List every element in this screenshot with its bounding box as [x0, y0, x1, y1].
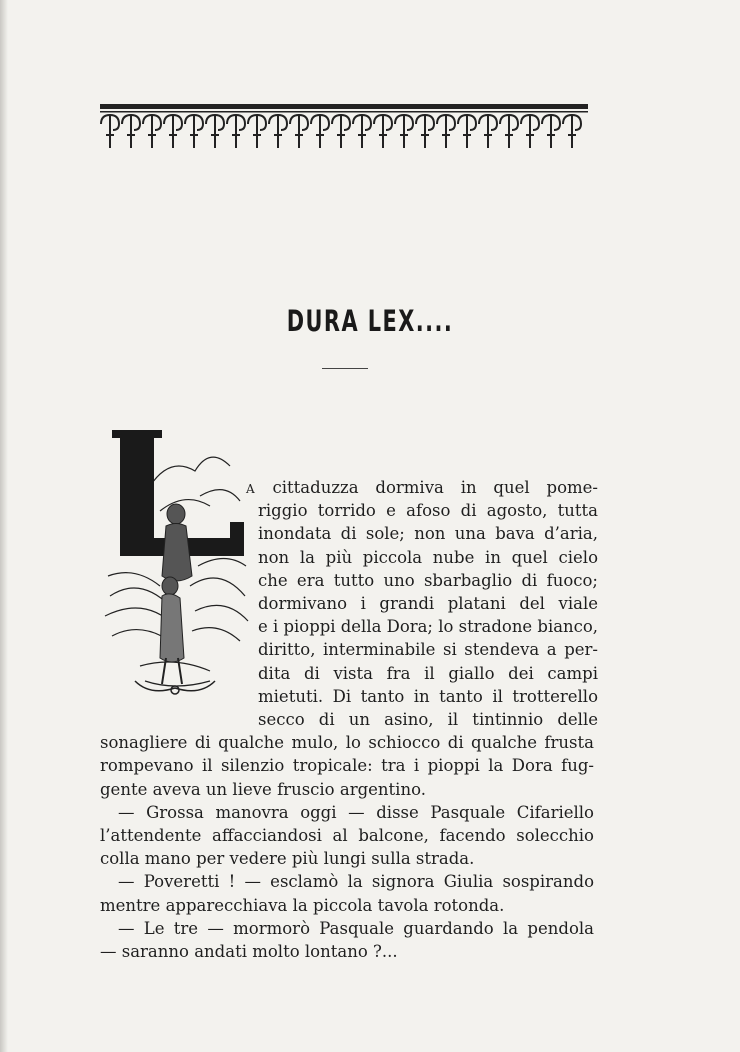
page-edge-shadow	[0, 0, 8, 1052]
ornament-motif	[521, 115, 539, 148]
text-line: — Grossa manovra oggi — disse Pasquale Cifariello	[118, 802, 594, 822]
text-line: riggio torrido e afoso di agosto, tutta	[258, 501, 598, 521]
ornament-motif	[479, 115, 497, 148]
chapter-title: DURA LEX....	[286, 304, 454, 338]
ornament-motif	[164, 115, 182, 148]
text-line: — saranno andati molto lontano ?...	[100, 942, 398, 961]
text-line: — Poveretti ! — esclamò la signora Giulia sospirando	[118, 872, 594, 892]
ornament-motif	[332, 115, 350, 148]
ornament-motif	[248, 115, 266, 148]
ornament-motif	[143, 115, 161, 148]
text-line: mentre apparecchiava la piccola tavola rotonda.	[100, 895, 505, 915]
text-line: A cittaduzza dormiva in quel pome-	[246, 478, 598, 497]
ornament-motif	[101, 115, 119, 148]
text-line: l’attendente affacciandosi al balcone, facendo solecchio	[100, 826, 594, 845]
text-line: diritto, interminabile si stendeva a per-	[258, 640, 598, 660]
text-line: che era tutto uno sbarbaglio di fuoco;	[258, 570, 598, 590]
text-line: — Le tre — mormorò Pasquale guardando la pendola	[118, 918, 594, 938]
ornament-motif	[416, 115, 434, 148]
text-line: sonagliere di qualche mulo, lo schiocco di qualche frusta	[100, 733, 594, 753]
drop-cap-figures	[160, 504, 192, 684]
ornament-motif	[563, 115, 581, 148]
ornament-motif	[458, 115, 476, 148]
text-line: inondata di sole; non una bava d’aria,	[258, 524, 598, 544]
text-line: gente aveva un lieve fruscio argentino.	[100, 779, 426, 799]
ornament-motif	[185, 115, 203, 148]
text-line: secco di un asino, il tintinnio delle	[258, 710, 598, 729]
text-line: rompevano il silenzio tropicale: tra i pioppi la Dora fug-	[100, 756, 594, 776]
text-line: mietuti. Di tanto in tanto il trotterello	[258, 686, 598, 706]
ornament-motif	[374, 115, 392, 148]
text-line: colla mano per vedere più lungi sulla strada.	[100, 849, 475, 869]
ornament-motif	[122, 115, 140, 148]
illustrated-drop-cap	[100, 426, 250, 698]
ornament-motif	[206, 115, 224, 148]
ornament-motif	[353, 115, 371, 148]
ornament-motif	[227, 115, 245, 148]
ornament-motif	[395, 115, 413, 148]
title-divider-rule	[322, 368, 368, 369]
ornament-motif	[500, 115, 518, 148]
ornament-motif	[311, 115, 329, 148]
text-line: non la più piccola nube in quel cielo	[258, 547, 598, 567]
ornamental-header-band	[100, 104, 588, 150]
text-line: dormivano i grandi platani del viale	[258, 594, 598, 613]
ornament-motif	[290, 115, 308, 148]
ornament-motif	[269, 115, 287, 148]
text-line: dita di vista fra il giallo dei campi	[258, 663, 598, 683]
ornament-motif	[542, 115, 560, 148]
text-line: e i pioppi della Dora; lo stradone bianco,	[258, 617, 598, 637]
ornament-motif	[437, 115, 455, 148]
